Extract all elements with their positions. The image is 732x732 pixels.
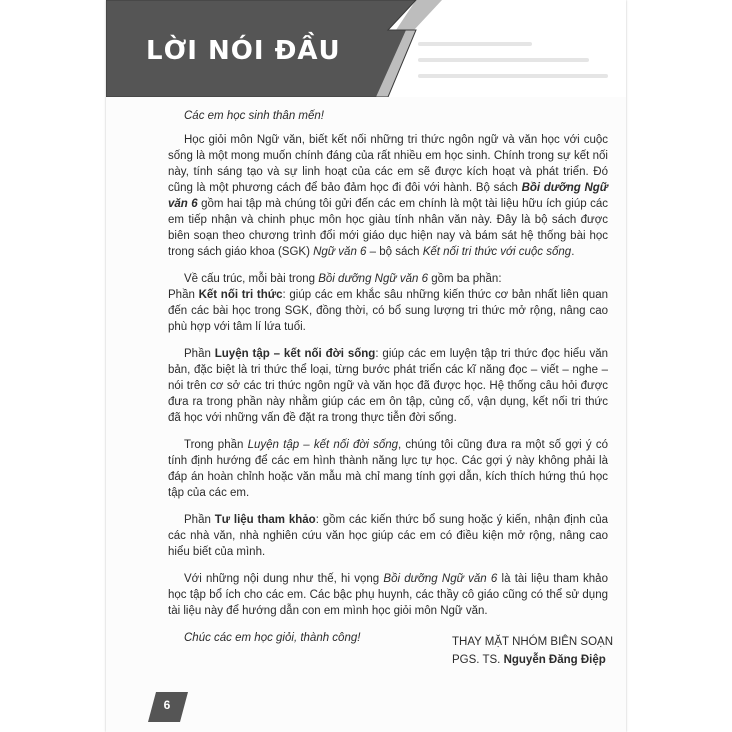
paragraph-structure: Về cấu trúc, mỗi bài trong Bồi dưỡng Ngữ văn 6 gồm ba phần: [184,273,502,285]
preface-body [168,108,608,646]
signature-group: THAY MẶT NHÓM BIÊN SOẠN [452,636,614,648]
paragraph-part-3: Phần Tư liệu tham khảo: gồm các kiến thức bổ sung hoặc ý kiến, nhận định của các nhà văn, nhà nghiên cứu văn học giúp các em có điều kiện mở rộng, nâng cao hiểu biết của mình. [168,514,608,558]
closing-wish: Chúc các em học giỏi, thành công! [184,632,361,644]
paragraph-part-2: Phần Luyện tập – kết nối đời sống: giúp các em luyện tập tri thức đọc hiểu văn bản, đặc biệt là tri thức thể loại, từng bước phát triển các kĩ năng đọc – viết – nghe – nói trên cơ sở các tri thức ngôn ngữ và văn học đã được học. Hệ thống câu hỏi được đưa ra trong phần này nhằm giúp các em ôn tập, củng cố, vận dụng, kết nối tri thức đã học với những vấn đề đặt ra trong thực tiễn đời sống. [168,348,608,424]
page-title: LỜI NÓI ĐẦU [146,36,341,66]
title-banner [106,0,626,97]
signature-author: PGS. TS. Nguyễn Đăng Điệp [452,654,606,666]
paragraph-part-1: Phần Kết nối tri thức: giúp các em khắc sâu những kiến thức cơ bản nhất liên quan đến các bài học trong SGK, đồng thời, có bổ sung lượng tri thức mở rộng, nâng cao phù hợp với tâm lí lứa tuổi. [168,289,608,333]
paragraph-hope: Với những nội dung như thế, hi vọng Bồi dưỡng Ngữ văn 6 là tài liệu tham khảo học tập bổ ích cho các em. Các bậc phụ huynh, các thầy cô giáo cũng có thể sử dụng tài liệu này để hướng dẫn con em mình học giỏi môn Ngữ văn. [168,573,608,617]
book-page [106,0,626,732]
page-number: 6 [163,698,171,712]
paragraph-hints: Trong phần Luyện tập – kết nối đời sống, chúng tôi cũng đưa ra một số gợi ý có tính định hướng để các em hình thành năng lực tự học. Các gợi ý này không phải là đáp án hoàn chỉnh hoặc văn mẫu mà chỉ mang tính gợi dẫn, kích thích hứng thú học tập của các em. [168,439,608,499]
signature-block [452,633,613,669]
greeting: Các em học sinh thân mến! [184,110,324,122]
paragraph-intro: Học giỏi môn Ngữ văn, biết kết nối những tri thức ngôn ngữ và văn học với cuộc sống là một mong muốn chính đáng của rất nhiều em học sinh. Chính trong sự kết nối này, tính sáng tạo và sự linh hoạt của các em sẽ được kích hoạt và phát triển. Đó cũng là một phương cách để bảo đảm học đi đôi với hành. Bộ sách Bồi dưỡng Ngữ văn 6 gồm hai tập mà chúng tôi gửi đến các em chính là một tài liệu hữu ích giúp các em tiếp nhận và chinh phục môn học giàu tính nhân văn này. Đây là bộ sách được biên soạn theo chương trình đổi mới giáo dục hiện nay và bám sát hệ thống bài học trong sách giáo khoa (SGK) Ngữ văn 6 – bộ sách Kết nối tri thức với cuộc sống. [168,134,608,258]
faded-bleed-text [418,42,608,90]
